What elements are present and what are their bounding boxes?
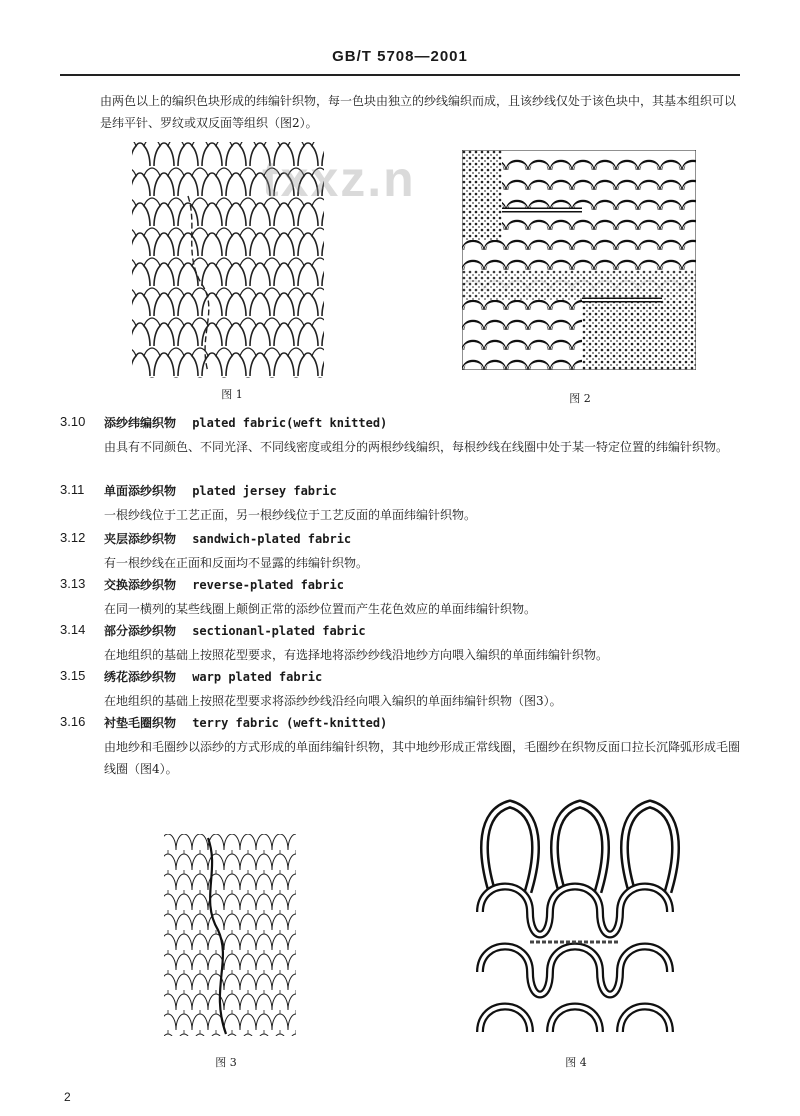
entry-number: 3.11	[60, 482, 85, 497]
entry-title	[104, 414, 387, 431]
entry-3-10	[60, 414, 750, 474]
entry-3-12	[60, 530, 750, 574]
entry-number: 3.12	[60, 530, 86, 545]
entry-number: 3.15	[60, 668, 86, 683]
figure-2-caption: 图 2	[569, 392, 591, 405]
entry-number: 3.16	[60, 714, 86, 729]
entry-term-zh: 衬垫毛圈织物	[104, 716, 177, 730]
intro-paragraph: 由两色以上的编织色块形成的纬编针织物，每一色块由独立的纱线编织而成，且该纱线仅处于该色块中，其基本组织可以是纬平针、罗纹或双反面等组织（图2）。	[100, 94, 737, 130]
entry-title	[104, 622, 366, 639]
page-number: 2	[64, 1090, 71, 1104]
entry-title	[104, 668, 322, 685]
entry-term-zh: 夹层添纱织物	[104, 532, 177, 546]
entry-term-zh: 添纱纬编织物	[104, 416, 177, 430]
entry-title	[104, 530, 351, 547]
entry-title	[104, 714, 387, 731]
entry-number: 3.13	[60, 576, 86, 591]
entry-definition: 一根纱线位于工艺正面，另一根纱线位于工艺反面的单面纬编针织物。	[104, 508, 477, 522]
figure-4-caption: 图 4	[565, 1056, 587, 1069]
entry-term-zh: 部分添纱织物	[104, 624, 177, 638]
entry-term-zh: 交换添纱织物	[104, 578, 177, 592]
figure-2-intarsia-fabric	[462, 150, 696, 370]
entry-definition: 在地组织的基础上按照花型要求，有选择地将添纱纱线沿地纱方向喂入编织的单面纬编针织物。	[104, 648, 609, 662]
entry-number: 3.14	[60, 622, 86, 637]
entry-term-en: plated fabric(weft knitted)	[192, 416, 388, 430]
entry-term-en: sectionanl-plated fabric	[192, 624, 366, 638]
figure-3-caption: 图 3	[215, 1056, 237, 1069]
page-header	[60, 44, 740, 76]
entry-definition: 有一根纱线在正面和反面均不显露的纬编针织物。	[104, 556, 369, 570]
figure-4-terry-fabric	[470, 792, 696, 1048]
entry-definition: 在地组织的基础上按照花型要求将添纱纱线沿经向喂入编织的单面纬编针织物（图3）。	[104, 694, 562, 708]
entry-title	[104, 576, 344, 593]
entry-3-11	[60, 482, 750, 526]
entry-term-en: plated jersey fabric	[192, 484, 337, 498]
entry-definition: 由地纱和毛圈纱以添纱的方式形成的单面纬编针织物，其中地纱形成正常线圈，毛圈纱在织物反面口拉长沉降弧形成毛圈线圈（图4）。	[104, 740, 741, 776]
entry-3-16	[60, 714, 750, 780]
figure-3-warp-plated	[160, 830, 300, 1040]
entry-title	[104, 482, 337, 499]
entry-definition: 由具有不同颜色、不同光泽、不同线密度或组分的两根纱线编织，每根纱线在线圈中处于某一特定位置的纬编针织物。	[104, 440, 729, 454]
standard-number: GB/T 5708—2001	[332, 48, 468, 65]
entry-term-en: warp plated fabric	[192, 670, 323, 684]
entry-term-en: sandwich-plated fabric	[192, 532, 352, 546]
entry-number: 3.10	[60, 414, 86, 429]
entry-term-en: reverse-plated fabric	[192, 578, 344, 592]
figure-1-caption: 图 1	[221, 388, 243, 401]
entry-3-13	[60, 576, 750, 620]
entry-3-14	[60, 622, 750, 666]
watermark: txxz.n	[262, 151, 416, 207]
entry-term-zh: 单面添纱织物	[104, 484, 177, 498]
entry-definition: 在同一横列的某些线圈上颠倒正常的添纱位置而产生花色效应的单面纬编针织物。	[104, 602, 537, 616]
entry-term-en: terry fabric (weft-knitted)	[192, 716, 388, 730]
entry-term-zh: 绣花添纱织物	[104, 670, 177, 684]
entry-3-15	[60, 668, 750, 712]
